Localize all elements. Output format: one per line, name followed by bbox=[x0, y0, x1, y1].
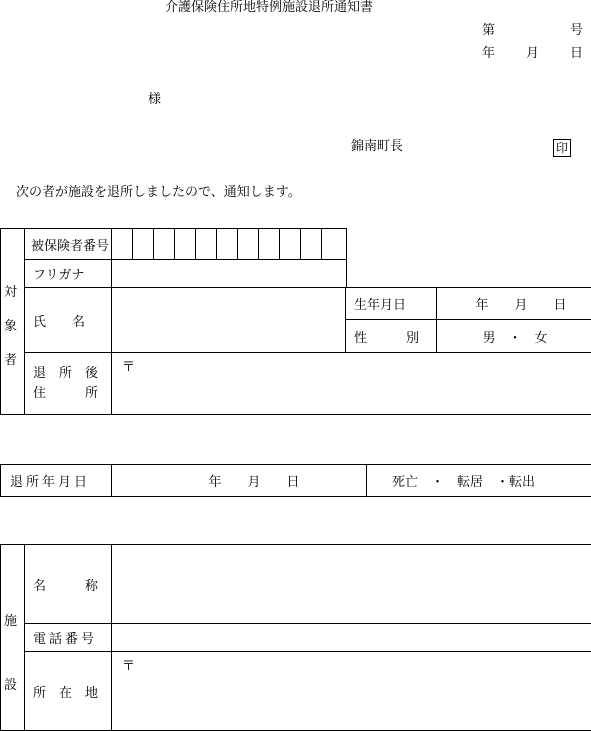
address-field[interactable] bbox=[112, 353, 591, 415]
subject-table-bottom bbox=[0, 287, 591, 415]
facility-location-label: 所 在 地 bbox=[25, 652, 112, 731]
statement: 次の者が施設を退所しましたので、通知します。 bbox=[16, 185, 301, 200]
facility-table bbox=[0, 544, 591, 731]
address-label bbox=[25, 353, 112, 415]
exit-table bbox=[0, 464, 591, 497]
birth-label: 生年月日 bbox=[346, 288, 437, 320]
insured-number-digit[interactable] bbox=[112, 229, 133, 260]
addressee-suffix: 様 bbox=[148, 92, 162, 107]
address-label-line1: 退 所 後 bbox=[33, 365, 99, 381]
birth-field[interactable]: 年 月 日 bbox=[437, 288, 591, 320]
insured-number-digit[interactable] bbox=[154, 229, 175, 260]
facility-phone-label: 電話番号 bbox=[25, 624, 112, 652]
insured-number-digit[interactable] bbox=[133, 229, 154, 260]
facility-name-label: 名 称 bbox=[25, 545, 112, 624]
facility-name-field[interactable] bbox=[112, 545, 591, 624]
furigana-label: フリガナ bbox=[25, 260, 112, 288]
name-label: 氏 名 bbox=[25, 288, 112, 353]
insured-number-digit[interactable] bbox=[259, 229, 280, 260]
exit-reason-field[interactable]: 死亡 ・ 転居 ・転出 bbox=[367, 465, 591, 497]
date-month: 月 bbox=[526, 46, 540, 61]
document-title: 介護保険住所地特例施設退所通知書 bbox=[165, 0, 374, 15]
insured-number-digit[interactable] bbox=[196, 229, 217, 260]
exit-date-label: 退所年月日 bbox=[1, 465, 112, 497]
date-day: 日 bbox=[570, 46, 584, 61]
postal-mark: 〒 bbox=[122, 360, 136, 375]
insured-number-digit[interactable] bbox=[175, 229, 196, 260]
facility-postal-mark: 〒 bbox=[122, 659, 136, 674]
date-year: 年 bbox=[482, 46, 496, 61]
subject-section-label: 対象者 bbox=[4, 285, 18, 368]
address-label-line2: 住 所 bbox=[33, 385, 99, 401]
facility-section-label: 施設 bbox=[4, 614, 18, 693]
subject-table-top bbox=[0, 228, 347, 288]
insured-number-digit[interactable] bbox=[280, 229, 301, 260]
insured-number-digit[interactable] bbox=[322, 229, 347, 260]
seal-mark: 印 bbox=[553, 139, 571, 157]
facility-location-field[interactable] bbox=[112, 652, 591, 731]
issuer: 錦南町長 bbox=[351, 139, 404, 154]
insured-number-digit[interactable] bbox=[217, 229, 238, 260]
furigana-field[interactable] bbox=[112, 260, 347, 288]
number-suffix: 号 bbox=[570, 23, 584, 38]
exit-date-field[interactable]: 年 月 日 bbox=[112, 465, 367, 497]
facility-phone-field[interactable] bbox=[112, 624, 591, 652]
sex-label: 性 別 bbox=[346, 320, 437, 353]
sex-field[interactable]: 男 ・ 女 bbox=[437, 320, 591, 353]
insured-number-digit[interactable] bbox=[238, 229, 259, 260]
number-prefix: 第 bbox=[482, 23, 496, 38]
subject-section-top bbox=[1, 229, 25, 260]
insured-number-digit[interactable] bbox=[301, 229, 322, 260]
insured-number-label: 被保険者番号 bbox=[25, 229, 112, 260]
name-field[interactable] bbox=[112, 288, 346, 353]
